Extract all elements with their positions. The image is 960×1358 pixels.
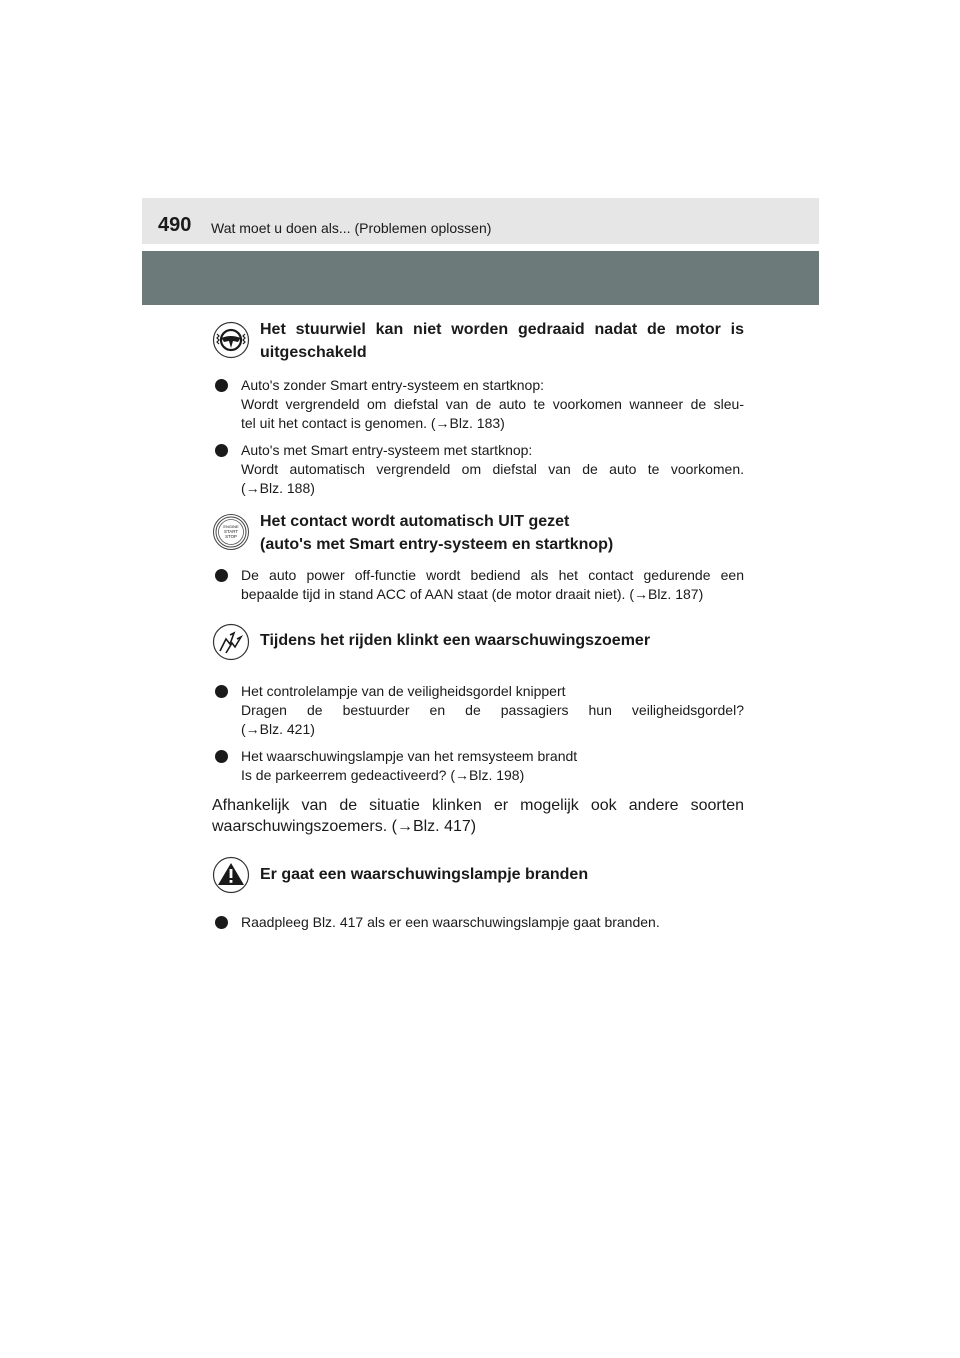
list-item — [212, 747, 744, 785]
icon-label: START — [224, 529, 238, 534]
bullet-text: (→Blz. 188) — [241, 480, 315, 496]
section-title-line: (auto's met Smart entry-systeem en startknop) — [260, 536, 614, 553]
bullet-icon — [215, 750, 228, 763]
page-content — [212, 318, 744, 932]
bullet-lead: Het controlelampje van de veiligheidsgordel knippert — [241, 683, 566, 699]
bullet-icon — [215, 379, 228, 392]
note-line: waarschuwingszoemers. (→Blz. 417) — [212, 818, 477, 835]
bullet-text: De auto power off-functie wordt bediend als het contact gedurende een — [241, 567, 744, 583]
list-item — [212, 682, 744, 739]
list-item — [212, 913, 744, 932]
bullet-icon — [215, 569, 228, 582]
bullet-text: Dragen de bestuurder en de passagiers hun veiligheidsgordel? — [241, 702, 744, 718]
section-auto-power-off — [212, 510, 744, 604]
bullet-text: Is de parkeerrem gedeactiveerd? (→Blz. 198) — [241, 767, 525, 783]
section-banner — [142, 251, 819, 305]
bullet-text: Wordt automatisch vergrendeld om diefstal van de auto te voorkomen. — [241, 461, 744, 477]
steering-lock-icon — [212, 321, 250, 359]
list-item — [212, 566, 744, 604]
page-number: 490 — [158, 214, 192, 236]
bullet-lead: Het waarschuwingslampje van het remsysteem brandt — [241, 748, 578, 764]
bullet-text: bepaalde tijd in stand ACC of AAN staat (de motor draait niet). (→Blz. 187) — [241, 586, 704, 602]
section-warning-light — [212, 853, 744, 932]
section-title: Er gaat een waarschuwingslampje branden — [260, 866, 589, 883]
bullet-lead: Auto's met Smart entry-systeem met startknop: — [241, 442, 533, 458]
bullet-text: (→Blz. 421) — [241, 721, 315, 737]
section-steering-lock — [212, 318, 744, 498]
list-item — [212, 441, 744, 498]
icon-label: STOP — [225, 534, 237, 539]
note-line: Afhankelijk van de situatie klinken er mogelijk ook andere soorten — [212, 797, 744, 814]
warning-buzzer-icon — [212, 623, 250, 661]
section-note — [212, 795, 744, 837]
section-heading — [212, 510, 744, 556]
section-heading — [212, 620, 744, 669]
section-warning-buzzer — [212, 620, 744, 837]
chapter-title: Wat moet u doen als... (Problemen oplossen) — [211, 220, 492, 236]
section-heading — [212, 853, 744, 903]
engine-start-stop-icon — [212, 513, 250, 551]
bullet-icon — [215, 444, 228, 457]
bullet-lead: Auto's zonder Smart entry-systeem en startknop: — [241, 377, 545, 393]
section-title: Tijdens het rijden klinkt een waarschuwingszoemer — [260, 632, 651, 649]
section-title: Het stuurwiel kan niet worden gedraaid nadat de motor is uitgeschakeld — [260, 321, 744, 361]
section-title-line: Het contact wordt automatisch UIT gezet — [260, 513, 570, 530]
list-item — [212, 376, 744, 433]
warning-triangle-icon — [212, 856, 250, 894]
section-heading — [212, 318, 744, 364]
bullet-icon — [215, 916, 228, 929]
icon-label: ENGINE — [223, 524, 239, 529]
bullet-text: tel uit het contact is genomen. (→Blz. 183) — [241, 415, 505, 431]
bullet-text: Raadpleeg Blz. 417 als er een waarschuwingslampje gaat branden. — [241, 914, 660, 930]
bullet-text: Wordt vergrendeld om diefstal van de auto te voorkomen wanneer de sleu- — [241, 396, 744, 412]
bullet-icon — [215, 685, 228, 698]
